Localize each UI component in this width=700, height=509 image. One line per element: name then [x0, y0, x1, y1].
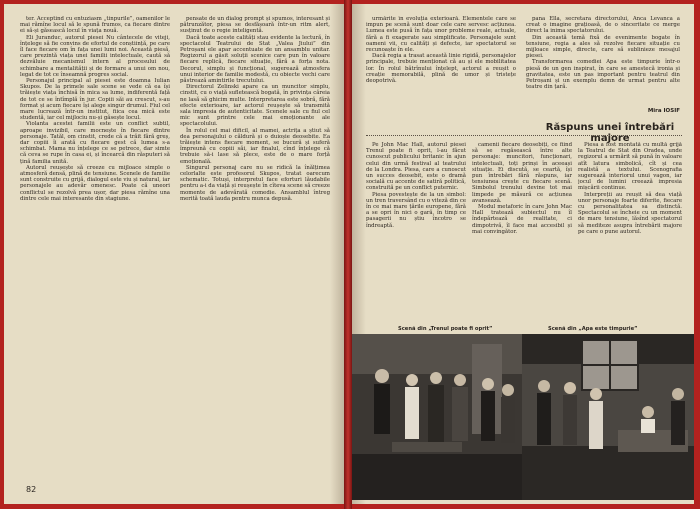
paragraph: Violanta acestei familii este un conflict subtil, aproape invizibil, care mocnește în fiecare dintre personaje. Tatăl, om cinstit, crede că a trăit fără greș, dar copiii îi arată cu fiecare gest că lumea s-a schimbat. Mama nu înțelege ce se petrece, dar simte că ceva se rupe în casa ei, și încearcă din răsputeri să țină familia unită.	[20, 121, 170, 165]
article-title: Răspuns unei întrebări majore	[545, 122, 675, 144]
photo-caption-left: Scenă din „Trenul poate fi oprit”	[398, 326, 493, 332]
photo-caption-right: Scenă din „Apa este timpurie”	[548, 326, 638, 332]
left-page-column-1	[20, 16, 170, 472]
theatre-photo-water	[522, 334, 694, 500]
paragraph: În rolul cel mai dificil, al mamei, actrița a știut să dea personajului o căldură și o duioșie deosebite. Ea trăiește intens fiecare moment, se bucură și suferă împreună cu copiii săi, iar finalul, cînd înțelege că trebuie să-i lase să plece, este de o mare forță emoțională.	[180, 127, 330, 165]
paragraph: Singurul personaj care nu se ridică la înălțimea celorlalte este profesorul Skupos, tratat oarecum schematic. Totuși, interpretul face eforturi lăudabile pentru a-i da viață și reușește în cîteva scene să creeze momente de adevărată comedie. Ansamblul întreg merită toată lauda pentru munca depusă.	[180, 164, 330, 202]
paragraph: Piesa a fost montată cu multă grijă la Teatrul de Stat din Oradea, unde regizorul a urmărit să pună în valoare atît latura simbolică, cît și cea realistă a textului. Scenografia sugerează interiorul unui vagon, iar jocul de lumini creează impresia mișcării continue.	[578, 142, 682, 192]
article-column-1	[366, 142, 466, 322]
paragraph: ter. Acceptind cu entuziasm „tinpurile”, oamenilor le mai rămîne locul să le spună frumos, ca fiecare dintre ei să-și găsească locul în viața nouă.	[20, 16, 170, 35]
paragraph: Dacă toate aceste calități stau evidente la lectură, în spectacolul Teatrului de Stat „Valea Jiului” din Petroșani ele apar accentuate de un ansamblu unitar. Regizorul a găsit soluții scenice care pun în valoare fiecare replică, fiecare situație, fără a forța nota. Decorul, simplu și funcțional, sugerează atmosfera unui interior de familie modestă, cu obiecte vechi care păstrează amintirile trecutului.	[180, 34, 330, 85]
paragraph: Directorul Zelinski apare ca un muncitor simplu, cinstit, cu o viață sufletească bogată, în privința căreia ne lasă să ghicim multe. Interpretarea este sobră, fără efecte exterioare, iar actorul reușește să transmită sala impresia de autenticitate. Scenele sale cu fiul cel mic sunt printre cele mai emoționante ale spectacolului.	[180, 84, 330, 128]
book-gutter	[344, 0, 352, 509]
left-page	[4, 4, 344, 504]
right-page-column-1	[366, 16, 516, 100]
article-column-3	[578, 142, 682, 322]
right-page	[352, 4, 694, 504]
right-page-column-2	[526, 16, 680, 116]
paragraph: Eli Juranduc, autorul piesei Nu cântecele de viteji, înțelege să fie convins de efortul de conștiință, pe care îl face fiecare om în fața unei lumi noi. Această piesă, care prezintă viața unei familii intelectuale, caută să dezvăluie mecanismul intern al procesului de schimbare a mentalității și de formare a unui om nou, legat de tot ce înseamnă progres social.	[20, 34, 170, 78]
paragraph: pensate de un dialog prompt și spumos, interesant și pătrunzător, piesa se desfășoară într-un ritm alert, susținut de o regie inteligentă.	[180, 16, 330, 35]
theatre-scene-photo-icon	[352, 334, 522, 500]
paragraph: Personajul principal al piesei este doamna Iulian Skupos. De la primele sale scene se vede că ea își trăiește viața închisă în mica sa lume, indiferentă față de tot ce se întîmplă în jur. Copiii săi au crescut, s-au format și acum fiecare își alege singur drumul. Fiul cel mare lucrează într-un institut, fiica cea mică este studentă, iar cel mijlociu nu-și găsește locul.	[20, 78, 170, 122]
author-signature: Mira IOSIF	[647, 108, 680, 114]
theatre-photo-train	[352, 334, 522, 500]
paragraph: urmărite în evoluția exterioară. Elementele care se impun pe scenă sunt doar cele care servesc acțiunea. Lumea este pusă în fața unor probleme reale, actuale, fără a fi exagerate sau simplificate. Personajele sunt oameni vii, cu calități și defecte, iar spectatorul se recunoaște în ele.	[366, 16, 516, 54]
paragraph: Din această temă fixă de evenimente bogate în tensiune, regia a ales să rezolve fiecare situație cu mijloace simple, directe, care să sublinieze mesajul piesei.	[526, 34, 680, 60]
paragraph: Dacă regia a trasat această linie rigidă, personajelor principale, trebuie menționat că au și ele mobilitatea lor. În rolul bătrînului înțelept, actorul a reușit o creație memorabilă, plină de umor și tristețe deopotrivă.	[366, 53, 516, 85]
paragraph: Piesa povestește de la un simbol: un tren traversând cu o viteză din ce în ce mai mare țările europene, fără a se opri în nici o gară, în timp ce pasagerii nu știu încotro se îndreaptă.	[366, 191, 466, 229]
dotted-divider	[366, 135, 682, 137]
article-column-2	[472, 142, 572, 322]
paragraph: Transformarea comediei Apa este timpurie într-o piesă de un gen inspirat, în care se amestecă ironia și gravitatea, este un pas important pentru teatrul din Petroșani și un exemplu demn de urmat pentru alte teatre din țară.	[526, 59, 680, 91]
paragraph: Pe John Mac Hall, autorul piesei Trenul poate fi oprit, l-au făcut cunoscut publicului britanic în ajun celui din urmă festival al teatrului de la Londra. Piesa, care a cunoscut un succes deosebit, este o dramă socială cu accente de satiră politică, construită pe un conflict puternic.	[366, 142, 466, 192]
theatre-scene-photo-icon	[522, 334, 694, 500]
page-number: 82	[26, 485, 37, 494]
paragraph: Modul metaforic în care John Mac Hall tratează subiectul nu îl îndepărtează de realitate, ci dimpotrivă, îl face mai accesibil și mai convingător.	[472, 204, 572, 235]
paragraph: camenii fiecare deosebiți, ce fiind să se regăsească între alte personaje: muncitori, funcționari, intelectuali, toți prinși în aceeași situație. Ei discută, se ceartă, își pun întrebări fără răspuns, iar tensiunea crește cu fiecare scenă. Simbolul trenului devine tot mai limpede pe măsură ce acțiunea avansează.	[472, 142, 572, 204]
paragraph: Autorul reușește să creeze cu mijloace simple o atmosferă densă, plină de tensiune. Scenele de familie sunt construite cu grijă, dialogul este viu și natural, iar personajele au adevăr omenesc. Poate că uneori conflictul se rezolvă prea ușor, dar piesa rămîne una dintre cele mai interesante din stagiune.	[20, 164, 170, 202]
paragraph: pana Ella, secretara directorului, Anca Levanca a creat o imagine grațioasă, de o sinceritate ce merge direct la inima spectatorului.	[526, 16, 680, 35]
paragraph: Interpreții au reușit să dea viață unor personaje foarte diferite, fiecare cu personalitatea sa distinctă. Spectacolul se încheie cu un moment de mare tensiune, lăsînd spectatorul să mediteze asupra întrebării majore pe care o pune autorul.	[578, 191, 682, 235]
left-page-column-2	[180, 16, 330, 494]
